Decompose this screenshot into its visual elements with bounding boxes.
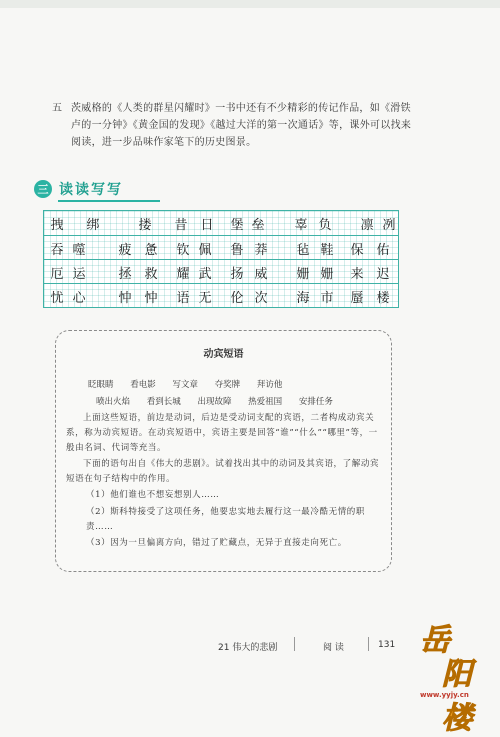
example-phrase: 安排任务: [298, 397, 333, 407]
grid-row: [44, 283, 398, 308]
grid-row: [44, 211, 398, 235]
vocab-character: 昔: [174, 218, 188, 233]
example-phrase: 写文章: [172, 380, 198, 390]
vocab-character: 市: [320, 291, 334, 306]
vocab-character: 吞: [50, 243, 64, 258]
vocab-character: 凛: [360, 218, 374, 233]
vocab-character: 海: [296, 291, 310, 306]
vocab-character: 姗: [296, 267, 310, 282]
example-phrase: 看电影: [130, 380, 156, 390]
example-phrase: 夺奖牌: [214, 380, 241, 390]
vocab-character: 楼: [376, 291, 390, 306]
watermark-url: www.yyjy.cn: [420, 691, 469, 699]
footer-divider: [368, 637, 369, 651]
vocab-character: 堡: [230, 218, 244, 233]
vocab-character: 蜃: [350, 291, 364, 306]
example-sentence: （3）因为一旦偏离方向，错过了贮藏点，无异于直接走向死亡。: [86, 538, 347, 548]
grid-row: [44, 235, 398, 260]
question-five: [52, 100, 412, 151]
section-title: 读读写写: [59, 182, 123, 198]
example-phrase: 拜访他: [256, 380, 283, 390]
vocab-character: 姗: [320, 267, 334, 282]
vocabulary-grid: [43, 210, 399, 308]
site-watermark-logo: [420, 615, 498, 736]
example-phrase: 眨眼睛: [88, 380, 114, 390]
vocab-character: 绑: [86, 218, 100, 233]
vocab-character: 语: [176, 291, 190, 306]
footer-chapter: 21 伟大的悲剧: [218, 643, 278, 653]
vocab-character: 运: [72, 267, 86, 282]
vocab-character: 鞋: [320, 243, 334, 258]
example-phrase: 出现故障: [197, 397, 232, 407]
footer-section: 阅 读: [323, 643, 344, 653]
question-text: 茨威格的《人类的群星闪耀时》一书中还有不少精彩的传记作品，如《滑铁卢的一分钟》《黄金国的发现》《越过大洋的第一次通话》等，课外可以找来阅读，进一步品味作家笔下的历史图景。: [71, 103, 412, 148]
vocab-character: 威: [254, 267, 268, 282]
page-number: 131: [378, 640, 396, 650]
vocab-character: 佑: [376, 243, 390, 258]
top-bar: [0, 0, 500, 8]
vocab-character: 噬: [72, 243, 86, 258]
vocab-character: 忡: [144, 291, 158, 306]
vocab-character: 无: [198, 291, 212, 306]
box-title: 动宾短语: [203, 349, 244, 360]
instruction-paragraph: 下面的语句出自《伟大的悲剧》。试着找出其中的动词及其宾语，了解动宾短语在句子结构中的作用。: [66, 459, 380, 484]
vocab-character: 拽: [50, 218, 64, 233]
vocab-character: 垒: [251, 218, 265, 233]
example-sentence: （2）斯科特接受了这项任务，他要忠实地去履行这一最冷酷无情的职责……: [86, 507, 366, 532]
vocab-character: 惫: [144, 243, 158, 258]
vocab-character: 冽: [382, 218, 396, 233]
vocab-character: 日: [200, 218, 214, 233]
heading-underline: [58, 200, 160, 202]
vocab-character: 拯: [118, 267, 132, 282]
vocab-character: 忡: [118, 291, 132, 306]
vocab-character: 来: [350, 267, 364, 282]
examples-row-1: [88, 378, 296, 390]
example-sentence: （1）他们谁也不想妄想别人……: [86, 490, 220, 500]
vocab-character: 佩: [198, 243, 212, 258]
vocab-character: 扬: [230, 267, 244, 282]
footer-divider: [294, 637, 295, 651]
vocab-character: 伦: [230, 291, 244, 306]
watermark-text: 阳楼: [442, 657, 472, 736]
vocab-character: 负: [318, 218, 332, 233]
vocab-character: 莽: [254, 243, 268, 258]
vocab-character: 疲: [118, 243, 132, 258]
explanation-paragraph: 上面这些短语，前边是动词，后边是受动词支配的宾语，二者构成动宾关系，称为动宾短语。在动宾短语中，宾语主要是回答“谁”“什么”“哪里”等，一般由名词、代词等充当。: [66, 413, 378, 453]
vocab-character: 忧: [50, 291, 64, 306]
vocab-character: 耀: [176, 267, 190, 282]
example-phrase: 喷出火焰: [96, 397, 131, 407]
vocab-character: 钦: [176, 243, 190, 258]
example-phrase: 看到长城: [146, 397, 181, 407]
section-heading: [34, 178, 123, 200]
section-badge: 三: [34, 180, 52, 198]
vocab-character: 心: [72, 291, 86, 306]
vocab-character: 毡: [296, 243, 310, 258]
vocab-character: 迟: [376, 267, 390, 282]
grid-row: [44, 259, 398, 284]
question-number: 五: [52, 103, 63, 114]
examples-row-2: [96, 395, 347, 407]
vocab-character: 搂: [138, 218, 152, 233]
vocab-character: 厄: [50, 267, 64, 282]
vocab-character: 救: [144, 267, 158, 282]
vocab-character: 次: [254, 291, 268, 306]
vocab-character: 保: [350, 243, 364, 258]
dongbin-phrase-box: [55, 330, 392, 572]
vocab-character: 辜: [294, 218, 308, 233]
example-phrase: 热爱祖国: [248, 397, 283, 407]
vocab-character: 武: [198, 267, 212, 282]
watermark-text: 岳: [420, 623, 450, 658]
vocab-character: 鲁: [230, 243, 244, 258]
